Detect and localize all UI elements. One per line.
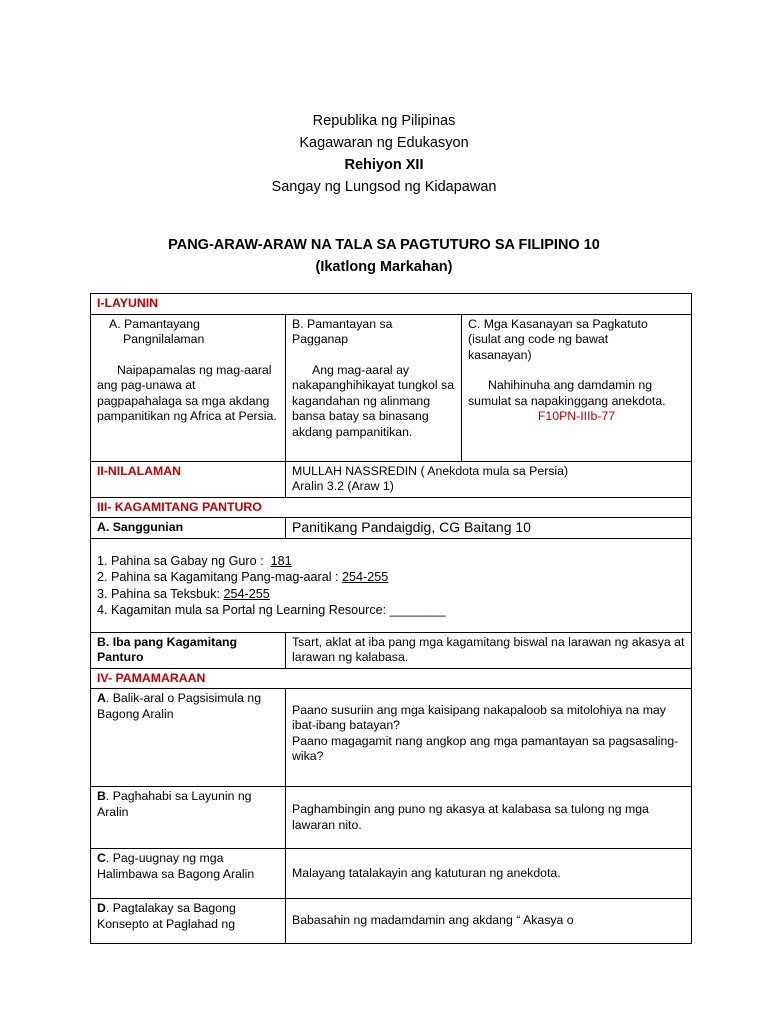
layunin-a-text: Naipapamalas ng mag-aaral ang pag-unawa at pagpapahalaga sa mga akdang pampanitikan ng Africa at Persia. [97,362,277,423]
nilalaman-title: MULLAH NASSREDIN ( Anekdota mula sa Persia) [292,463,569,478]
layunin-b-text: Ang mag-aaral ay nakapanghihikayat tungkol sa kagandahan ng alinmang bansa batay sa binasang akdang pampanitikan. [292,362,455,439]
layunin-b-cell [286,314,462,461]
layunin-c-text: Nahihinuha ang damdamin ng sumulat sa napakinggang anekdota. [468,378,666,408]
document-title [0,234,768,278]
iba-pang-kagamitan-label [91,632,286,668]
sanggunian-value: Panitikang Pandaigdig, CG Baitang 10 [286,518,692,539]
layunin-c-cell [462,314,692,461]
pamamaraan-d-label: D. Pagtalakay sa Bagong Konsepto at Paglahad ng [91,899,286,944]
pamamaraan-a-label: A. Balik-aral o Pagsisimula ng Bagong Aralin [91,689,286,787]
layunin-b-label-1: B. Pamantayan sa [292,316,393,331]
header-division: Sangay ng Lungsod ng Kidapawan [271,179,497,195]
resource-item-learner-material: 2. Pahina sa Kagamitang Pang-mag-aaral : 254-255 [97,570,389,584]
iba-pang-label-2: Panturo [97,650,144,664]
section-layunin-heading: I-LAYUNIN [91,294,692,315]
layunin-c-label-2: (isulat ang code ng bawat [468,332,609,346]
layunin-b-label-2: Pagganap [292,332,349,346]
title-main: PANG-ARAW-ARAW NA TALA SA PAGTUTURO SA FILIPINO 10 [168,237,600,253]
resource-pages-cell [91,538,692,632]
section-pamamaraan-heading: IV- PAMAMARAAN [91,668,692,689]
resource-item-lr-portal: 4. Kagamitan mula sa Portal ng Learning Resource: ________ [97,603,446,617]
section-nilalaman-heading: II-NILALAMAN [91,461,286,497]
layunin-c-label-1: C. Mga Kasanayan sa Pagkatuto [468,316,648,331]
resource-item-textbook: 3. Pahina sa Teksbuk: 254-255 [97,586,270,601]
title-sub: (Ikatlong Markahan) [315,259,453,275]
document-header [0,110,768,198]
lesson-plan-table [90,293,692,944]
pamamaraan-b-text: Paghambingin ang puno ng akasya at kalabasa sa tulong ng mga lawaran nito. [286,787,692,849]
header-region: Rehiyon XII [344,157,424,173]
nilalaman-cell [286,461,692,497]
resource-item-teacher-guide: 1. Pahina sa Gabay ng Guro : 181 [97,553,292,568]
sanggunian-label: A. Sanggunian [91,518,286,539]
pamamaraan-d-text: Babasahin ng madamdamin ang akdang “ Akasya o [286,899,692,944]
nilalaman-lesson: Aralin 3.2 (Araw 1) [292,479,394,493]
pamamaraan-c-label: C. Pag-uugnay ng mga Halimbawa sa Bagong Aralin [91,849,286,899]
pamamaraan-c-text: Malayang tatalakayin ang katuturan ng anekdota. [286,849,692,899]
iba-pang-kagamitan-value: Tsart, aklat at iba pang mga kagamitang biswal na larawan ng akasya at larawan ng kalabasa. [286,632,692,668]
iba-pang-label-1: B. Iba pang Kagamitang [97,634,238,649]
header-department: Kagawaran ng Edukasyon [299,135,469,151]
pamamaraan-b-label: B. Paghahabi sa Layunin ng Aralin [91,787,286,849]
layunin-a-cell [91,314,286,461]
section-kagamitan-heading: III- KAGAMITANG PANTURO [91,497,692,518]
pamamaraan-a-text: Paano susuriin ang mga kaisipang nakapaloob sa mitolohiya na may ibat-ibang batayan? Paano magagamit nang angkop ang mga pamantayan sa pagsasaling-wika? [286,689,692,787]
header-republic: Republika ng Pilipinas [312,113,456,129]
competency-code: F10PN-IIIb-77 [537,409,616,423]
layunin-a-label-2: Pangnilalaman [123,332,205,346]
layunin-a-label-1: A. Pamantayang [109,316,200,331]
layunin-c-label-3: kasanayan) [468,347,532,362]
